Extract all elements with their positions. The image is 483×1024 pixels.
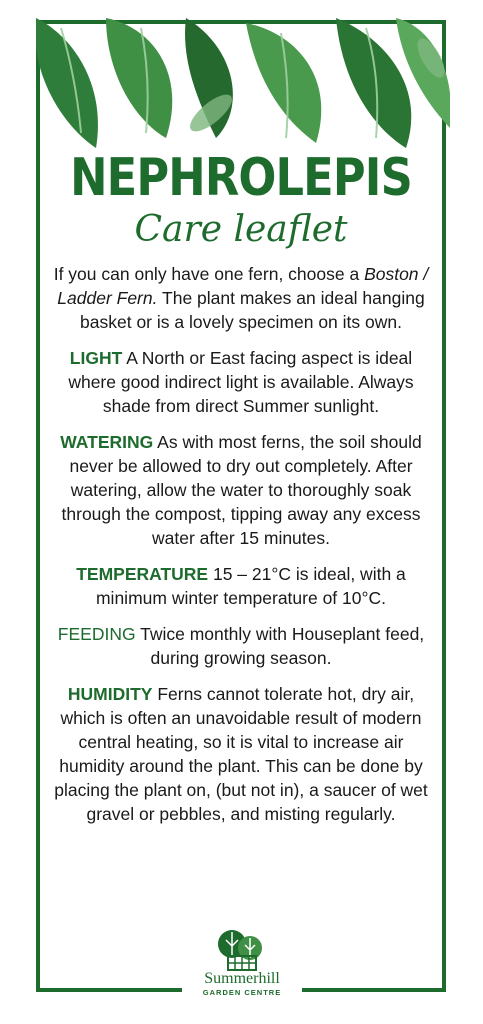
feeding-heading: FEEDING [57,624,136,644]
light-section: LIGHT A North or East facing aspect is ideal where good indirect light is available. Always shade from direct Summer sunlight. [68,348,414,416]
temperature-heading: TEMPERATURE [76,564,209,584]
light-heading: LIGHT [69,348,123,368]
logo-tagline: GARDEN CENTRE [202,988,282,997]
tree-logo-icon [214,926,270,974]
humidity-section: HUMIDITY Ferns cannot tolerate hot, dry air, which is often an unavoidable result of modern central heating, so it is vital to increase air humidity around the plant. This can be done by placing the plant on, (but not in), a saucer of wet gravel or pebbles, and misting regularly. [54,684,428,824]
humidity-heading: HUMIDITY [67,684,153,704]
foliage-header-illustration [36,18,450,168]
feeding-section: FEEDING Twice monthly with Houseplant feed, during growing season. [57,624,425,668]
care-text [52,262,430,838]
temperature-section: TEMPERATURE 15 – 21°C is ideal, with a minimum winter temperature of 10°C. [76,564,406,608]
page-title: NEPHROLEPIS [70,148,412,208]
logo-brand-name: Summerhill [204,970,280,987]
watering-heading: WATERING [60,432,154,452]
watering-section: WATERING As with most ferns, the soil should never be allowed to dry out completely. After watering, allow the water to thoroughly soak through the compost, tipping away any excess water after 15 minutes. [60,432,422,548]
page-subtitle: Care leaflet [134,209,348,250]
intro-paragraph: If you can only have one fern, choose a Boston / Ladder Fern. The plant makes an ideal hanging basket or is a lovely specimen on its own. [53,264,429,332]
